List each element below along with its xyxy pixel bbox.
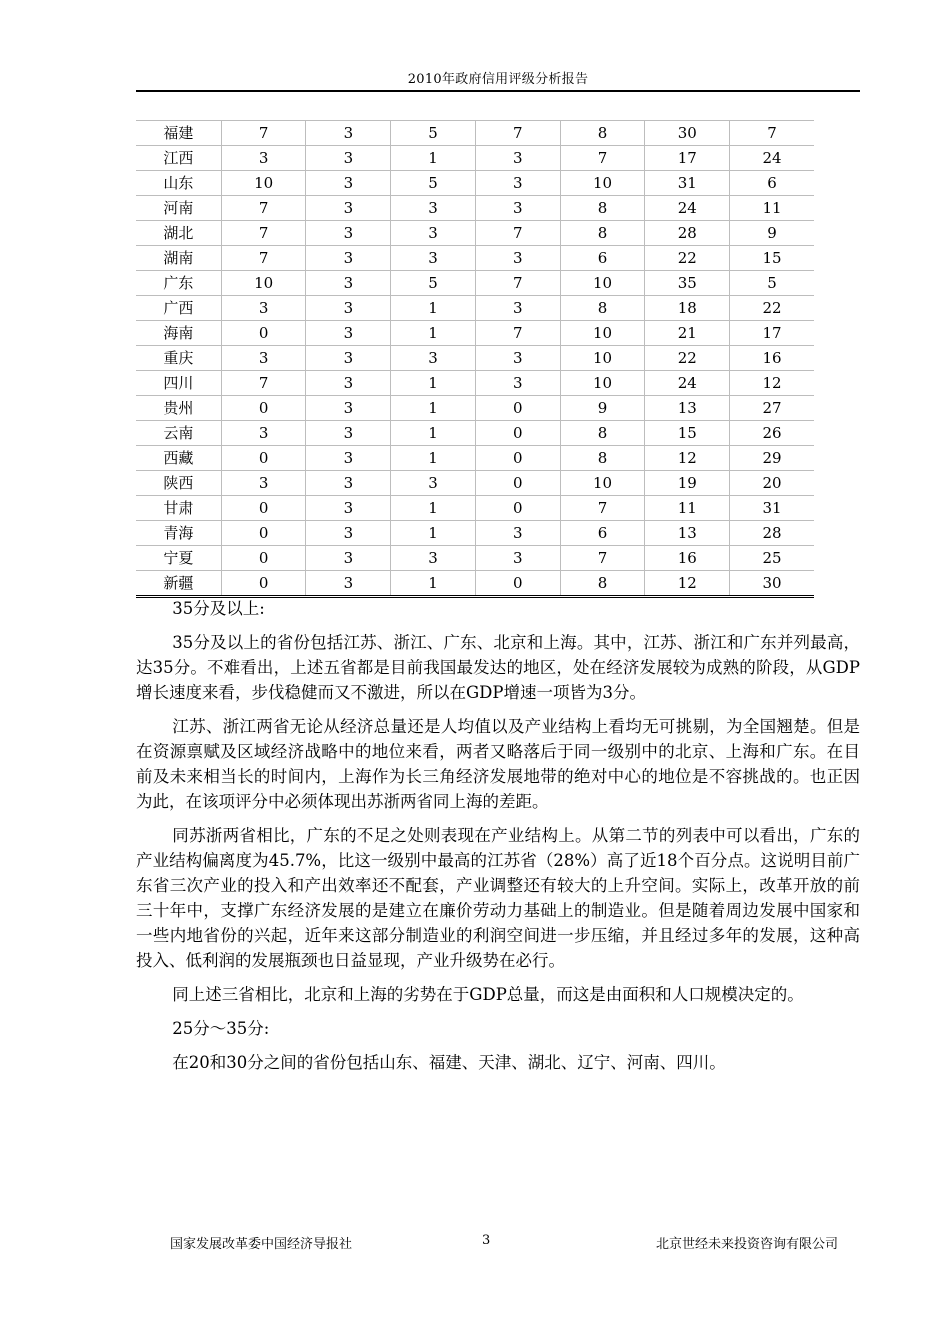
score-cell: 7 bbox=[221, 371, 306, 396]
score-cell: 19 bbox=[645, 471, 730, 496]
score-cell: 10 bbox=[560, 346, 645, 371]
section-heading-25-35: 25分～35分: bbox=[172, 1019, 270, 1038]
score-cell: 1 bbox=[391, 371, 476, 396]
score-cell: 3 bbox=[306, 196, 391, 221]
score-cell: 30 bbox=[645, 121, 730, 146]
table-row bbox=[136, 546, 814, 571]
province-cell: 西藏 bbox=[136, 446, 221, 471]
score-cell: 7 bbox=[221, 221, 306, 246]
score-cell: 3 bbox=[306, 446, 391, 471]
score-cell: 1 bbox=[391, 446, 476, 471]
score-cell: 3 bbox=[475, 196, 560, 221]
footer-company: 北京世经未来投资咨询有限公司 bbox=[655, 1237, 838, 1252]
score-cell: 5 bbox=[391, 271, 476, 296]
score-cell: 7 bbox=[475, 121, 560, 146]
score-cell: 10 bbox=[560, 471, 645, 496]
score-cell: 0 bbox=[221, 546, 306, 571]
page-footer bbox=[136, 1233, 860, 1255]
score-cell: 3 bbox=[391, 471, 476, 496]
score-cell: 7 bbox=[560, 146, 645, 171]
score-cell: 24 bbox=[645, 196, 730, 221]
score-cell: 6 bbox=[560, 246, 645, 271]
table-row bbox=[136, 196, 814, 221]
table-row bbox=[136, 421, 814, 446]
table-row bbox=[136, 571, 814, 597]
score-cell: 0 bbox=[475, 496, 560, 521]
score-cell: 7 bbox=[475, 321, 560, 346]
score-cell: 10 bbox=[560, 171, 645, 196]
score-cell: 3 bbox=[306, 396, 391, 421]
paragraph-35-plus-overview: 35分及以上的省份包括江苏、浙江、广东、北京和上海。其中，江苏、浙江和广东并列最高，达35分。不难看出，上述五省都是目前我国最发达的地区，处在经济发展较为成熟的阶段，从GDP增长速度来看，步伐稳健而又不激进，所以在GDP增速一项皆为3分。 bbox=[136, 633, 860, 702]
score-cell: 3 bbox=[306, 496, 391, 521]
table-row bbox=[136, 296, 814, 321]
score-cell: 1 bbox=[391, 521, 476, 546]
score-cell: 9 bbox=[560, 396, 645, 421]
score-cell: 3 bbox=[306, 321, 391, 346]
score-cell: 3 bbox=[306, 546, 391, 571]
province-cell: 贵州 bbox=[136, 396, 221, 421]
score-cell: 29 bbox=[730, 446, 814, 471]
score-cell: 3 bbox=[306, 221, 391, 246]
paragraph-jiangsu-zhejiang: 江苏、浙江两省无论从经济总量还是人均值以及产业结构上看均无可挑剔，为全国翘楚。但是在资源禀赋及区域经济战略中的地位来看，两者又略落后于同一级别中的北京、上海和广东。在目前及未来相当长的时间内，上海作为长三角经济发展地带的绝对中心的地位是不容挑战的。也正因为此，在该项评分中必须体现出苏浙两省同上海的差距。 bbox=[136, 717, 860, 811]
score-cell: 0 bbox=[475, 571, 560, 597]
score-cell: 0 bbox=[221, 521, 306, 546]
score-cell: 3 bbox=[475, 546, 560, 571]
score-cell: 0 bbox=[475, 446, 560, 471]
score-cell: 5 bbox=[391, 171, 476, 196]
province-cell: 江西 bbox=[136, 146, 221, 171]
score-cell: 3 bbox=[306, 471, 391, 496]
score-cell: 21 bbox=[645, 321, 730, 346]
score-cell: 10 bbox=[560, 371, 645, 396]
score-cell: 24 bbox=[730, 146, 814, 171]
table-row bbox=[136, 246, 814, 271]
score-cell: 7 bbox=[560, 546, 645, 571]
score-cell: 8 bbox=[560, 571, 645, 597]
province-cell: 福建 bbox=[136, 121, 221, 146]
score-cell: 9 bbox=[730, 221, 814, 246]
score-cell: 7 bbox=[221, 196, 306, 221]
score-cell: 8 bbox=[560, 221, 645, 246]
paragraph-25-35-overview: 在20和30分之间的省份包括山东、福建、天津、湖北、辽宁、河南、四川。 bbox=[172, 1053, 726, 1072]
score-cell: 1 bbox=[391, 296, 476, 321]
score-cell: 0 bbox=[221, 321, 306, 346]
province-cell: 山东 bbox=[136, 171, 221, 196]
score-cell: 13 bbox=[645, 521, 730, 546]
score-cell: 3 bbox=[475, 521, 560, 546]
score-cell: 8 bbox=[560, 446, 645, 471]
score-cell: 10 bbox=[560, 321, 645, 346]
province-cell: 广东 bbox=[136, 271, 221, 296]
score-cell: 0 bbox=[221, 571, 306, 597]
table-row bbox=[136, 396, 814, 421]
score-cell: 3 bbox=[475, 246, 560, 271]
score-cell: 3 bbox=[306, 571, 391, 597]
score-cell: 12 bbox=[645, 446, 730, 471]
score-cell: 3 bbox=[306, 146, 391, 171]
score-cell: 3 bbox=[391, 346, 476, 371]
footer-publisher: 国家发展改革委中国经济导报社 bbox=[170, 1237, 353, 1252]
score-cell: 1 bbox=[391, 571, 476, 597]
score-cell: 7 bbox=[221, 246, 306, 271]
score-cell: 8 bbox=[560, 296, 645, 321]
score-cell: 28 bbox=[645, 221, 730, 246]
table-row bbox=[136, 371, 814, 396]
score-cell: 26 bbox=[730, 421, 814, 446]
score-cell: 22 bbox=[645, 346, 730, 371]
score-cell: 3 bbox=[475, 146, 560, 171]
province-cell: 四川 bbox=[136, 371, 221, 396]
header-title: 2010年政府信用评级分析报告 bbox=[407, 72, 589, 87]
score-cell: 6 bbox=[560, 521, 645, 546]
table-row bbox=[136, 171, 814, 196]
score-cell: 10 bbox=[221, 171, 306, 196]
score-cell: 7 bbox=[221, 121, 306, 146]
score-cell: 3 bbox=[221, 296, 306, 321]
province-cell: 甘肃 bbox=[136, 496, 221, 521]
score-cell: 3 bbox=[306, 121, 391, 146]
score-cell: 16 bbox=[730, 346, 814, 371]
province-cell: 重庆 bbox=[136, 346, 221, 371]
table-row bbox=[136, 521, 814, 546]
score-cell: 3 bbox=[391, 246, 476, 271]
score-cell: 10 bbox=[560, 271, 645, 296]
score-cell: 1 bbox=[391, 396, 476, 421]
score-cell: 31 bbox=[730, 496, 814, 521]
table-row bbox=[136, 471, 814, 496]
score-cell: 8 bbox=[560, 196, 645, 221]
score-cell: 1 bbox=[391, 321, 476, 346]
province-cell: 青海 bbox=[136, 521, 221, 546]
score-cell: 3 bbox=[391, 221, 476, 246]
score-cell: 17 bbox=[730, 321, 814, 346]
score-cell: 3 bbox=[221, 421, 306, 446]
score-cell: 35 bbox=[645, 271, 730, 296]
score-cell: 22 bbox=[730, 296, 814, 321]
score-cell: 0 bbox=[221, 446, 306, 471]
score-cell: 30 bbox=[730, 571, 814, 597]
table-row bbox=[136, 221, 814, 246]
score-cell: 3 bbox=[391, 546, 476, 571]
table-row bbox=[136, 121, 814, 146]
province-cell: 湖北 bbox=[136, 221, 221, 246]
score-cell: 10 bbox=[221, 271, 306, 296]
score-cell: 3 bbox=[221, 471, 306, 496]
score-cell: 5 bbox=[730, 271, 814, 296]
score-cell: 0 bbox=[475, 396, 560, 421]
province-cell: 海南 bbox=[136, 321, 221, 346]
score-cell: 3 bbox=[306, 296, 391, 321]
score-cell: 3 bbox=[306, 171, 391, 196]
score-cell: 3 bbox=[391, 196, 476, 221]
score-cell: 7 bbox=[730, 121, 814, 146]
page-header bbox=[136, 66, 860, 92]
score-cell: 3 bbox=[221, 146, 306, 171]
score-cell: 3 bbox=[306, 246, 391, 271]
report-body bbox=[136, 596, 860, 1084]
table-body bbox=[136, 121, 814, 597]
table-row bbox=[136, 321, 814, 346]
score-cell: 16 bbox=[645, 546, 730, 571]
score-cell: 3 bbox=[475, 371, 560, 396]
score-cell: 15 bbox=[730, 246, 814, 271]
score-cell: 15 bbox=[645, 421, 730, 446]
score-cell: 12 bbox=[645, 571, 730, 597]
score-cell: 11 bbox=[645, 496, 730, 521]
score-cell: 0 bbox=[475, 471, 560, 496]
score-cell: 13 bbox=[645, 396, 730, 421]
page-number: 3 bbox=[482, 1233, 491, 1248]
score-cell: 8 bbox=[560, 421, 645, 446]
score-cell: 22 bbox=[645, 246, 730, 271]
score-cell: 0 bbox=[221, 396, 306, 421]
score-cell: 8 bbox=[560, 121, 645, 146]
score-cell: 0 bbox=[221, 496, 306, 521]
paragraph-guangdong: 同苏浙两省相比，广东的不足之处则表现在产业结构上。从第二节的列表中可以看出，广东的产业结构偏离度为45.7%，比这一级别中最高的江苏省（28%）高了近18个百分点。这说明目前广东省三次产业的投入和产出效率还不配套，产业调整还有较大的上升空间。实际上，改革开放的前三十年中，支撑广东经济发展的是建立在廉价劳动力基础上的制造业。但是随着周边发展中国家和一些内地省份的兴起，近年来这部分制造业的利润空间进一步压缩，并且经过多年的发展，这种高投入、低利润的发展瓶颈也日益显现，产业升级势在必行。 bbox=[136, 826, 860, 970]
score-cell: 12 bbox=[730, 371, 814, 396]
score-cell: 3 bbox=[221, 346, 306, 371]
score-cell: 25 bbox=[730, 546, 814, 571]
province-cell: 陕西 bbox=[136, 471, 221, 496]
score-cell: 7 bbox=[475, 271, 560, 296]
score-cell: 3 bbox=[306, 371, 391, 396]
score-cell: 7 bbox=[475, 221, 560, 246]
table-row bbox=[136, 346, 814, 371]
score-cell: 3 bbox=[475, 171, 560, 196]
score-cell: 3 bbox=[475, 296, 560, 321]
score-cell: 27 bbox=[730, 396, 814, 421]
province-cell: 云南 bbox=[136, 421, 221, 446]
table-row bbox=[136, 271, 814, 296]
score-cell: 31 bbox=[645, 171, 730, 196]
score-cell: 11 bbox=[730, 196, 814, 221]
province-cell: 宁夏 bbox=[136, 546, 221, 571]
province-cell: 广西 bbox=[136, 296, 221, 321]
score-cell: 18 bbox=[645, 296, 730, 321]
province-score-table bbox=[136, 120, 814, 598]
score-cell: 28 bbox=[730, 521, 814, 546]
score-cell: 3 bbox=[475, 346, 560, 371]
paragraph-beijing-shanghai: 同上述三省相比，北京和上海的劣势在于GDP总量，而这是由面积和人口规模决定的。 bbox=[172, 985, 804, 1004]
score-cell: 7 bbox=[560, 496, 645, 521]
score-cell: 5 bbox=[391, 121, 476, 146]
province-cell: 湖南 bbox=[136, 246, 221, 271]
score-cell: 24 bbox=[645, 371, 730, 396]
score-cell: 20 bbox=[730, 471, 814, 496]
table-row bbox=[136, 496, 814, 521]
score-cell: 3 bbox=[306, 346, 391, 371]
score-cell: 3 bbox=[306, 521, 391, 546]
score-cell: 3 bbox=[306, 421, 391, 446]
table-row bbox=[136, 446, 814, 471]
score-cell: 17 bbox=[645, 146, 730, 171]
score-cell: 3 bbox=[306, 271, 391, 296]
table-row bbox=[136, 146, 814, 171]
score-cell: 1 bbox=[391, 421, 476, 446]
score-cell: 6 bbox=[730, 171, 814, 196]
province-cell: 河南 bbox=[136, 196, 221, 221]
province-cell: 新疆 bbox=[136, 571, 221, 597]
section-heading-35-plus: 35分及以上: bbox=[172, 599, 265, 618]
score-cell: 0 bbox=[475, 421, 560, 446]
score-cell: 1 bbox=[391, 146, 476, 171]
score-cell: 1 bbox=[391, 496, 476, 521]
